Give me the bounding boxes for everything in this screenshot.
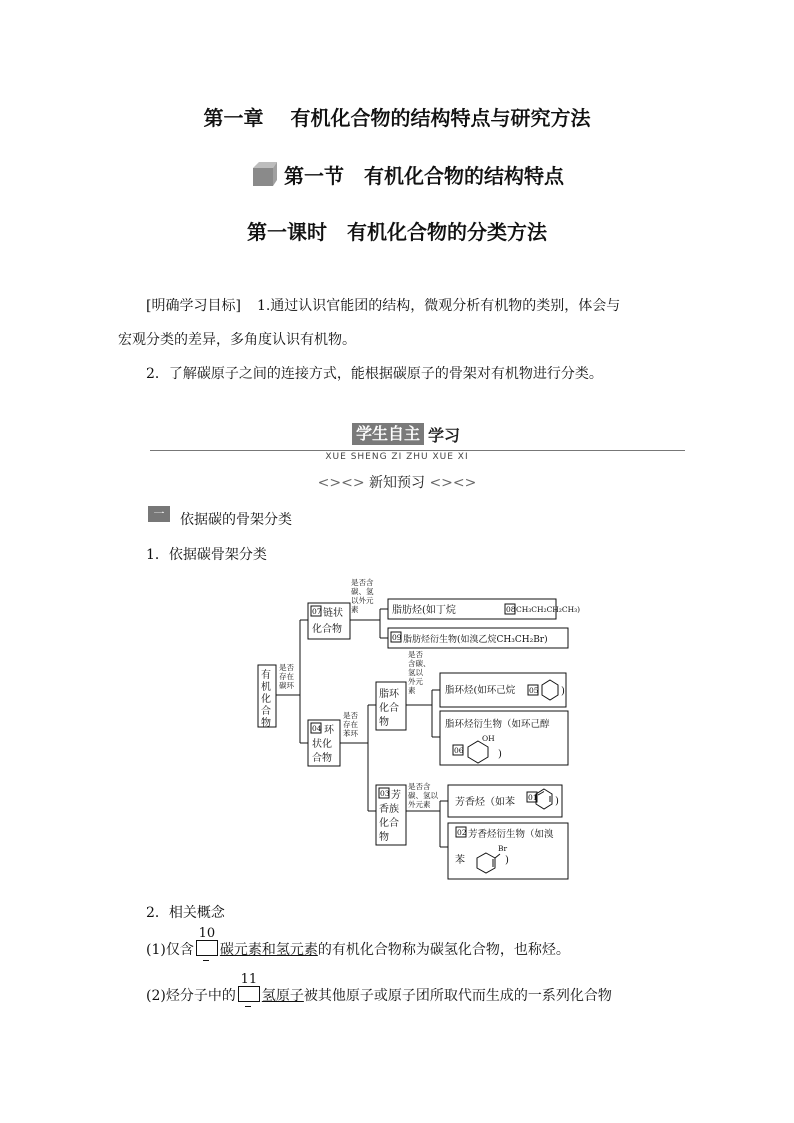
q-alicyclic-elem <box>408 650 431 695</box>
cycloalkane-label: 脂环烃(如环己烷 <box>445 685 516 696</box>
paren-close-2: ) <box>498 749 502 760</box>
q-chain-elem <box>351 577 374 614</box>
aromatic-label-3: 化合 <box>379 818 399 829</box>
blank-underscore <box>203 960 209 961</box>
oh-label: OH <box>482 734 495 743</box>
blank-underscore <box>245 1006 251 1007</box>
svg-text:素: 素 <box>408 686 416 695</box>
arene-deriv-label: 芳香烃衍生物（如溴 <box>468 829 554 840</box>
arene-deriv-num: 02 <box>457 828 467 837</box>
section-marker: 一 <box>148 506 170 522</box>
blank-11-num: 11 <box>240 972 258 987</box>
svg-text:碳环: 碳环 <box>279 681 294 690</box>
br-label: Br <box>498 844 508 853</box>
svg-text:外元: 外元 <box>408 677 423 686</box>
subheading-text: 新知预习 <box>369 475 425 491</box>
root-node <box>261 668 271 729</box>
book-icon <box>250 160 278 188</box>
chapter-title: 第一章 有机化合物的结构特点与研究方法 <box>203 106 591 130</box>
lesson-title: 第一课时 有机化合物的分类方法 <box>247 220 547 244</box>
c1-post: 的有机化合物称为碳氢化合物，也称烃。 <box>317 942 570 958</box>
aliphatic-deriv-label: 脂肪烃衍生物(如溴乙烷CH₃CH₂Br) <box>403 635 548 645</box>
svg-text:碳、氢以: 碳、氢以 <box>408 791 438 800</box>
cycloalkane-num: 05 <box>529 686 539 695</box>
chain-label-1: 链状 <box>323 608 343 619</box>
aliphatic-label: 脂肪烃(如丁烷 <box>392 605 456 616</box>
q-benzene <box>343 711 358 738</box>
svg-text:素: 素 <box>351 605 359 614</box>
aliphatic-deriv-num: 09 <box>392 633 402 642</box>
c2-post: 被其他原子或原子团所取代而生成的一系列化合物 <box>303 988 612 1004</box>
svg-text:机: 机 <box>261 682 271 693</box>
answer-blank-11 <box>238 972 260 1002</box>
svg-text:有: 有 <box>261 670 271 681</box>
paren-close-1: ) <box>561 686 565 697</box>
c2-pre: (2)烃分子中的 <box>146 988 236 1004</box>
arene-num: 01 <box>528 793 538 802</box>
ring-label-1: 环 <box>324 725 334 736</box>
q-ring <box>279 663 294 690</box>
cyclo-deriv-num: 06 <box>454 746 464 755</box>
arene-label: 芳香烃（如苯 <box>455 797 515 808</box>
blank-10-num: 10 <box>198 926 216 941</box>
ring-label-3: 合物 <box>312 753 332 764</box>
classification-diagram <box>250 575 580 885</box>
svg-text:是否含: 是否含 <box>408 782 431 791</box>
alicyclic-label-2: 化合 <box>379 703 399 714</box>
benzene-structure <box>536 789 552 809</box>
section-title-text: 第一节 有机化合物的结构特点 <box>284 163 564 188</box>
svg-text:氢以: 氢以 <box>408 668 423 677</box>
svg-text:化: 化 <box>261 694 271 705</box>
svg-text:物: 物 <box>261 718 271 729</box>
aromatic-num: 03 <box>380 789 390 798</box>
arene-deriv-label-2: 苯 <box>455 855 465 866</box>
goal-2: 2．了解碳原子之间的连接方式，能根据碳原子的骨架对有机物进行分类。 <box>146 366 603 382</box>
banner-black-text: 学习 <box>428 425 461 445</box>
aromatic-label-4: 物 <box>379 832 389 843</box>
banner-pinyin: XUE SHENG ZI ZHU XUE XI <box>325 452 469 462</box>
concept-1 <box>146 926 570 960</box>
goal-label: [明确学习目标] <box>146 298 241 314</box>
aromatic-label-2: 香族 <box>379 804 399 815</box>
banner-white-text: 学生自主 <box>352 423 424 445</box>
banner <box>352 423 482 445</box>
goal-1-part2: 宏观分类的差异，多角度认识有机物。 <box>118 332 356 348</box>
cyclo-deriv-label: 脂环烃衍生物（如环己醇 <box>445 719 550 730</box>
section-title <box>250 160 564 188</box>
concept-2 <box>146 972 612 1006</box>
ring-label-2: 状化 <box>312 739 332 750</box>
svg-text:是否: 是否 <box>279 663 294 672</box>
paren-close-4: ) <box>505 855 509 866</box>
chain-num: 07 <box>312 607 322 616</box>
c1-pre: (1)仅含 <box>146 942 194 958</box>
q-aromatic-elem <box>408 781 438 809</box>
svg-text:苯环: 苯环 <box>343 729 358 738</box>
paren-close-3: ) <box>555 796 559 807</box>
bromobenzene-structure <box>477 853 500 873</box>
chain-label-2: 化合物 <box>312 624 342 635</box>
svg-text:以外元: 以外元 <box>351 596 374 605</box>
banner-divider <box>150 450 685 451</box>
goal-line-1 <box>146 296 620 316</box>
cyclohexanol-structure <box>468 741 488 763</box>
aromatic-label-1: 芳 <box>391 790 401 801</box>
svg-text:碳、氢: 碳、氢 <box>351 587 374 596</box>
c1-answer: 碳元素和氢元素 <box>219 942 318 958</box>
alicyclic-label-1: 脂环 <box>379 689 399 700</box>
answer-blank-10 <box>196 926 218 956</box>
svg-text:合: 合 <box>261 706 271 717</box>
svg-text:是否: 是否 <box>343 711 358 720</box>
ring-num: 04 <box>312 724 322 733</box>
item1-heading: 1．依据碳骨架分类 <box>146 547 267 563</box>
section1-heading: 依据碳的骨架分类 <box>180 512 292 528</box>
aliphatic-formula: CH₃CH₂CH₂CH₃) <box>516 605 580 614</box>
svg-text:是否: 是否 <box>408 650 423 659</box>
svg-text:是否含: 是否含 <box>351 578 374 587</box>
c2-answer: 氢原子 <box>261 988 304 1004</box>
svg-text:存在: 存在 <box>279 672 294 681</box>
svg-text:存在: 存在 <box>343 720 358 729</box>
alicyclic-label-3: 物 <box>379 717 389 728</box>
subheading <box>0 472 794 492</box>
cyclohexane-structure <box>542 680 558 700</box>
right-deco-icon: <><> <box>429 475 477 491</box>
aliphatic-num: 08 <box>506 605 516 614</box>
svg-text:外元素: 外元素 <box>408 800 431 809</box>
svg-text:含碳、: 含碳、 <box>408 659 431 668</box>
goal-1-part1: 1.通过认识官能团的结构，微观分析有机物的类别，体会与 <box>256 298 621 314</box>
item2-heading: 2．相关概念 <box>146 905 225 921</box>
left-deco-icon: <><> <box>317 475 365 491</box>
